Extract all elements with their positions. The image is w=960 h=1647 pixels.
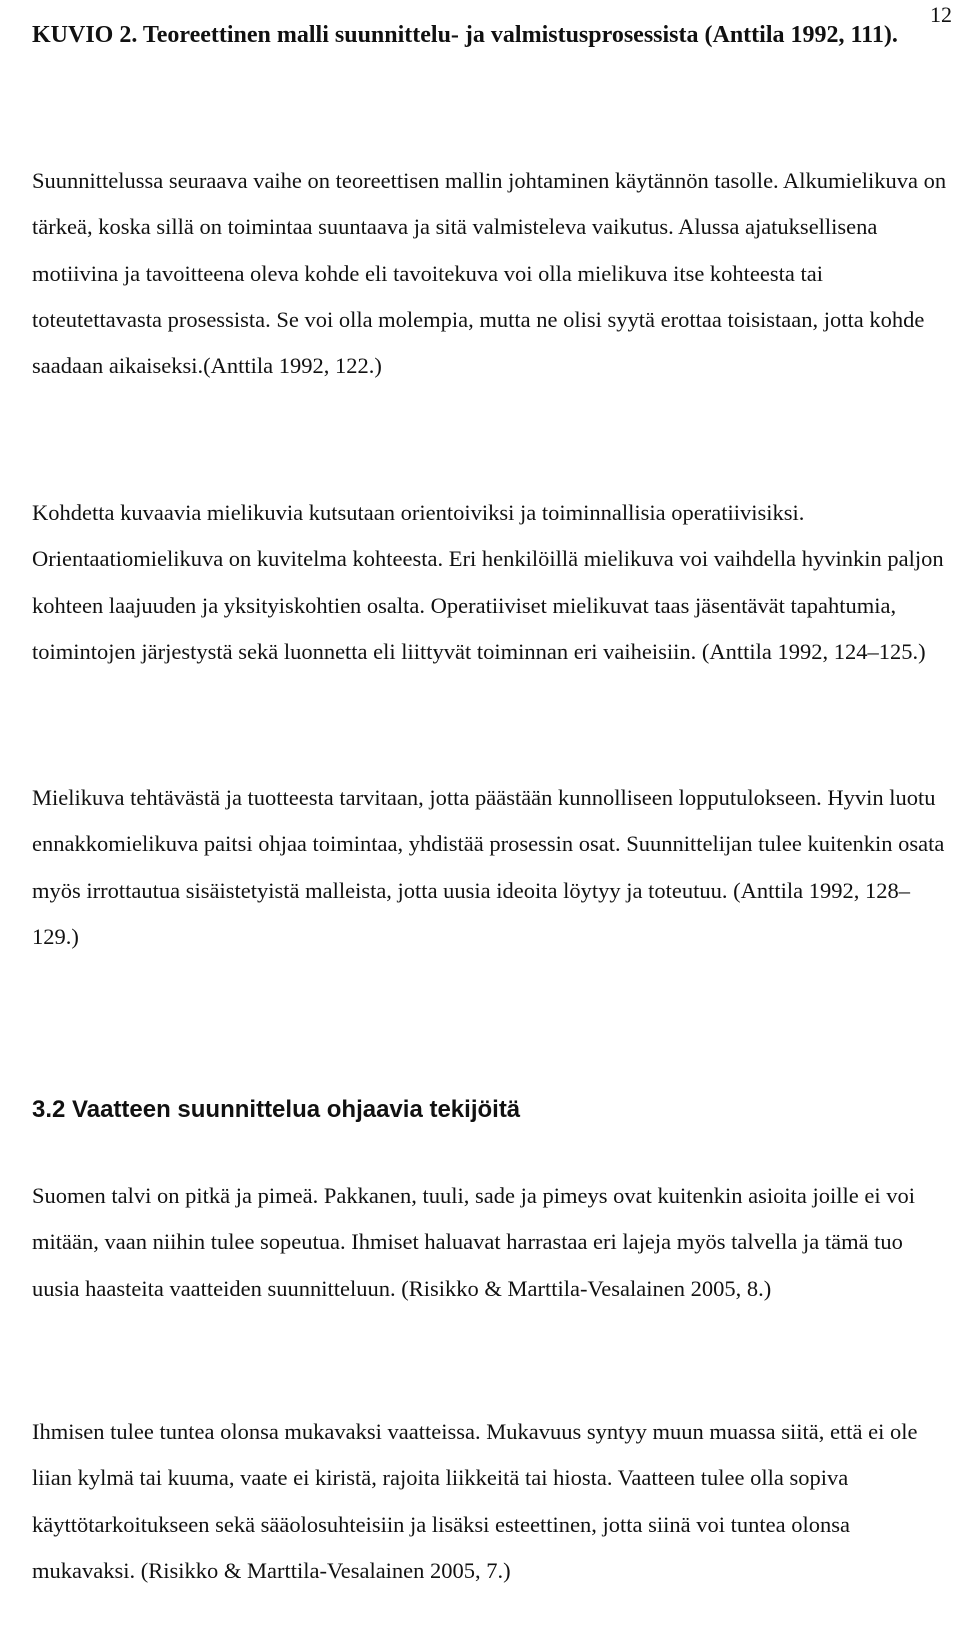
- section-paragraph: Ihmisen tulee tuntea olonsa mukavaksi vaatteissa. Mukavuus syntyy muun muassa siitä, että ei ole liian kylmä tai kuuma, vaate ei kiristä, rajoita liikkeitä tai hiosta. Vaatteen tulee olla sopiva käyttötarkoitukseen sekä sääolosuhteisiin ja lisäksi esteettinen, jotta siinä voi tuntea olonsa mukavaksi. (Risikko & Marttila-Vesalainen 2005, 7.): [32, 1419, 918, 1583]
- figure-caption: KUVIO 2. Teoreettinen malli suunnittelu- ja valmistusprosessista (Anttila 1992, 111).: [32, 22, 898, 48]
- page-number: 12: [930, 2, 952, 27]
- body-paragraph: Suunnittelussa seuraava vaihe on teoreettisen mallin johtaminen käytännön tasolle. Alkumielikuva on tärkeä, koska sillä on toimintaa suuntaava ja sitä valmisteleva vaikutus. Alussa ajatuksellisena motiivina ja tavoitteena oleva kohde eli tavoitekuva voi olla mielikuva itse kohteesta tai toteutettavasta prosessista. Se voi olla molempia, mutta ne olisi syytä erottaa toisistaan, jotta kohde saadaan aikaiseksi.(Anttila 1992, 122.): [32, 168, 947, 379]
- body-paragraph: Kohdetta kuvaavia mielikuvia kutsutaan orientoiviksi ja toiminnallisia operatiivisiksi. Orientaatiomielikuva on kuvitelma kohteesta. Eri henkilöillä mielikuva voi vaihdella hyvinkin paljon kohteen laajuuden ja yksityiskohtien osalta. Operatiiviset mielikuvat taas jäsentävät tapahtumia, toimintojen järjestystä sekä luonnetta eli liittyvät toiminnan eri vaiheisiin. (Anttila 1992, 124–125.): [32, 500, 944, 664]
- section-paragraph: Suomen talvi on pitkä ja pimeä. Pakkanen, tuuli, sade ja pimeys ovat kuitenkin asioita joille ei voi mitään, vaan niihin tulee sopeutua. Ihmiset haluavat harrastaa eri lajeja myös talvella ja tämä tuo uusia haasteita vaatteiden suunnitteluun. (Risikko & Marttila-Vesalainen 2005, 8.): [32, 1183, 915, 1301]
- body-paragraph: Mielikuva tehtävästä ja tuotteesta tarvitaan, jotta päästään kunnolliseen lopputulokseen. Hyvin luotu ennakkomielikuva paitsi ohjaa toimintaa, yhdistää prosessin osat. Suunnittelijan tulee kuitenkin osata myös irrottautua sisäistetyistä malleista, jotta uusia ideoita löytyy ja toteutuu. (Anttila 1992, 128–129.): [32, 785, 945, 949]
- section-heading: 3.2 Vaatteen suunnittelua ohjaavia tekijöitä: [32, 1096, 521, 1123]
